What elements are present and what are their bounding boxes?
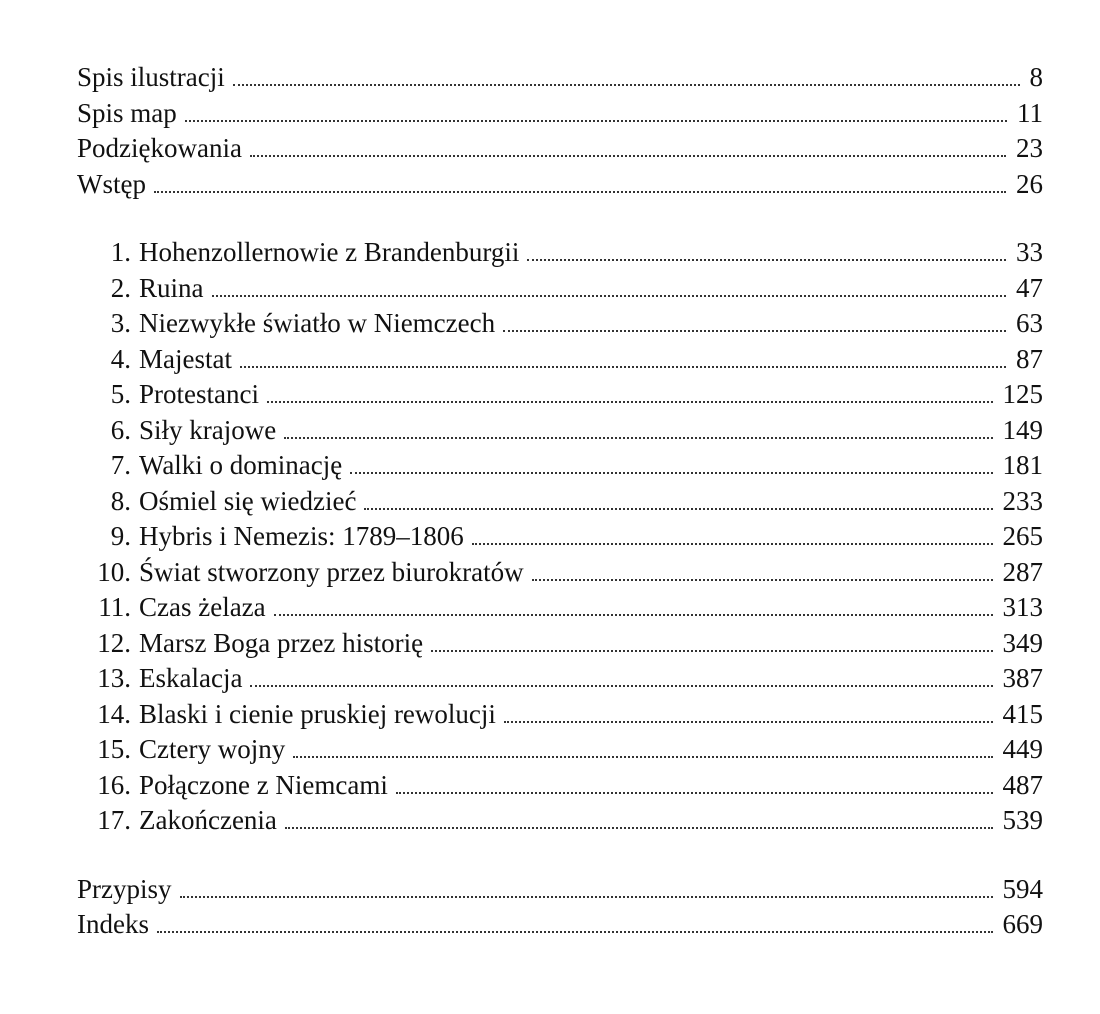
toc-entry-title: Podziękowania	[77, 133, 242, 163]
chapter-entry[interactable]	[77, 768, 1043, 804]
chapter-title: Siły krajowe	[139, 414, 277, 445]
chapter-title: Czas żelaza	[139, 592, 266, 622]
chapter-page: 387	[1002, 663, 1043, 693]
chapter-entry[interactable]	[77, 661, 1043, 697]
chapter-number: 3.	[110, 308, 131, 338]
chapter-title: Hybris i Nemezis: 1789–1806	[139, 521, 464, 551]
toc-entry[interactable]	[77, 907, 1043, 943]
toc-entry[interactable]	[77, 872, 1043, 908]
chapter-number: 16.	[97, 769, 131, 800]
toc-entry-title: Spis ilustracji	[77, 62, 225, 92]
toc-entry-page: 11	[1017, 97, 1043, 128]
chapter-entry[interactable]	[77, 590, 1043, 626]
chapter-page: 63	[1016, 308, 1043, 338]
chapter-title: Połączone z Niemcami	[139, 769, 388, 800]
chapter-entry[interactable]	[77, 413, 1043, 449]
chapter-title: Majestat	[139, 343, 232, 374]
chapter-page: 539	[1002, 805, 1043, 835]
dot-leader	[267, 401, 993, 403]
dot-leader	[233, 84, 1020, 86]
chapter-title: Świat stworzony przez biurokratów	[139, 556, 524, 587]
toc-entry-page: 23	[1016, 133, 1043, 163]
chapter-page: 287	[1002, 556, 1043, 587]
chapter-entry[interactable]	[77, 697, 1043, 733]
chapter-title: Hohenzollernowie z Brandenburgii	[139, 237, 520, 267]
chapter-page: 125	[1002, 379, 1043, 409]
dot-leader	[350, 472, 992, 474]
dot-leader	[157, 931, 993, 933]
chapter-number: 9.	[110, 521, 131, 551]
dot-leader	[212, 295, 1007, 297]
back-matter-list	[77, 872, 1043, 943]
chapter-page: 487	[1002, 769, 1043, 800]
chapter-number: 8.	[110, 485, 131, 516]
toc-entry-title: Indeks	[77, 909, 149, 939]
dot-leader	[396, 792, 993, 794]
dot-leader	[285, 827, 993, 829]
chapter-title: Walki o dominację	[139, 450, 343, 480]
chapter-page: 349	[1002, 627, 1043, 658]
toc-entry-title: Przypisy	[77, 873, 172, 904]
chapter-number: 4.	[110, 343, 131, 374]
chapter-title: Marsz Boga przez historię	[139, 627, 424, 658]
chapter-page: 233	[1002, 485, 1043, 516]
chapter-entry[interactable]	[77, 519, 1043, 555]
toc-entry-title: Spis map	[77, 97, 177, 128]
chapter-page: 265	[1002, 521, 1043, 551]
toc-entry[interactable]	[77, 167, 1043, 203]
chapter-list	[77, 235, 1043, 839]
chapter-title: Blaski i cienie pruskiej rewolucji	[139, 698, 496, 729]
toc-entry[interactable]	[77, 96, 1043, 132]
chapter-title: Ruina	[139, 272, 204, 303]
chapter-number: 7.	[110, 450, 131, 480]
chapter-entry[interactable]	[77, 448, 1043, 484]
chapter-title: Eskalacja	[139, 663, 243, 693]
dot-leader	[527, 259, 1006, 261]
chapter-entry[interactable]	[77, 235, 1043, 271]
dot-leader	[250, 685, 992, 687]
dot-leader	[293, 756, 992, 758]
chapter-entry[interactable]	[77, 342, 1043, 378]
toc-entry-page: 8	[1029, 62, 1043, 92]
toc-entry-page: 669	[1002, 909, 1043, 939]
dot-leader	[504, 721, 993, 723]
chapter-entry[interactable]	[77, 626, 1043, 662]
chapter-number: 14.	[97, 698, 131, 729]
dot-leader	[154, 191, 1006, 193]
table-of-contents	[77, 60, 1043, 943]
toc-entry-page: 26	[1016, 168, 1043, 199]
toc-entry-page: 594	[1002, 873, 1043, 904]
chapter-title: Zakończenia	[139, 805, 277, 835]
chapter-page: 449	[1002, 734, 1043, 764]
chapter-entry[interactable]	[77, 555, 1043, 591]
chapter-page: 149	[1002, 414, 1043, 445]
dot-leader	[240, 366, 1006, 368]
chapter-entry[interactable]	[77, 271, 1043, 307]
dot-leader	[532, 579, 993, 581]
chapter-number: 17.	[97, 805, 131, 835]
chapter-number: 12.	[97, 627, 131, 658]
chapter-number: 1.	[110, 237, 131, 267]
chapter-page: 181	[1002, 450, 1043, 480]
chapter-page: 313	[1002, 592, 1043, 622]
chapter-number: 2.	[110, 272, 131, 303]
toc-entry[interactable]	[77, 131, 1043, 167]
chapter-entry[interactable]	[77, 377, 1043, 413]
chapter-number: 15.	[97, 734, 131, 764]
chapter-page: 33	[1016, 237, 1043, 267]
dot-leader	[185, 120, 1007, 122]
chapter-number: 11.	[98, 592, 131, 622]
chapter-entry[interactable]	[77, 803, 1043, 839]
front-matter-list	[77, 60, 1043, 202]
chapter-number: 5.	[110, 379, 131, 409]
dot-leader	[250, 155, 1006, 157]
dot-leader	[284, 437, 992, 439]
chapter-number: 10.	[97, 556, 131, 587]
dot-leader	[364, 508, 992, 510]
chapter-title: Ośmiel się wiedzieć	[139, 485, 357, 516]
chapter-title: Cztery wojny	[139, 734, 286, 764]
chapter-entry[interactable]	[77, 306, 1043, 342]
chapter-page: 47	[1016, 272, 1043, 303]
dot-leader	[431, 650, 992, 652]
toc-entry[interactable]	[77, 60, 1043, 96]
dot-leader	[503, 330, 1006, 332]
chapter-number: 6.	[110, 414, 131, 445]
chapter-page: 87	[1016, 343, 1043, 374]
chapter-title: Protestanci	[139, 379, 259, 409]
toc-entry-title: Wstęp	[77, 168, 146, 199]
dot-leader	[180, 896, 993, 898]
dot-leader	[274, 614, 993, 616]
chapter-entry[interactable]	[77, 484, 1043, 520]
chapter-entry[interactable]	[77, 732, 1043, 768]
chapter-title: Niezwykłe światło w Niemczech	[139, 308, 496, 338]
chapter-number: 13.	[97, 663, 131, 693]
dot-leader	[472, 543, 993, 545]
chapter-page: 415	[1002, 698, 1043, 729]
